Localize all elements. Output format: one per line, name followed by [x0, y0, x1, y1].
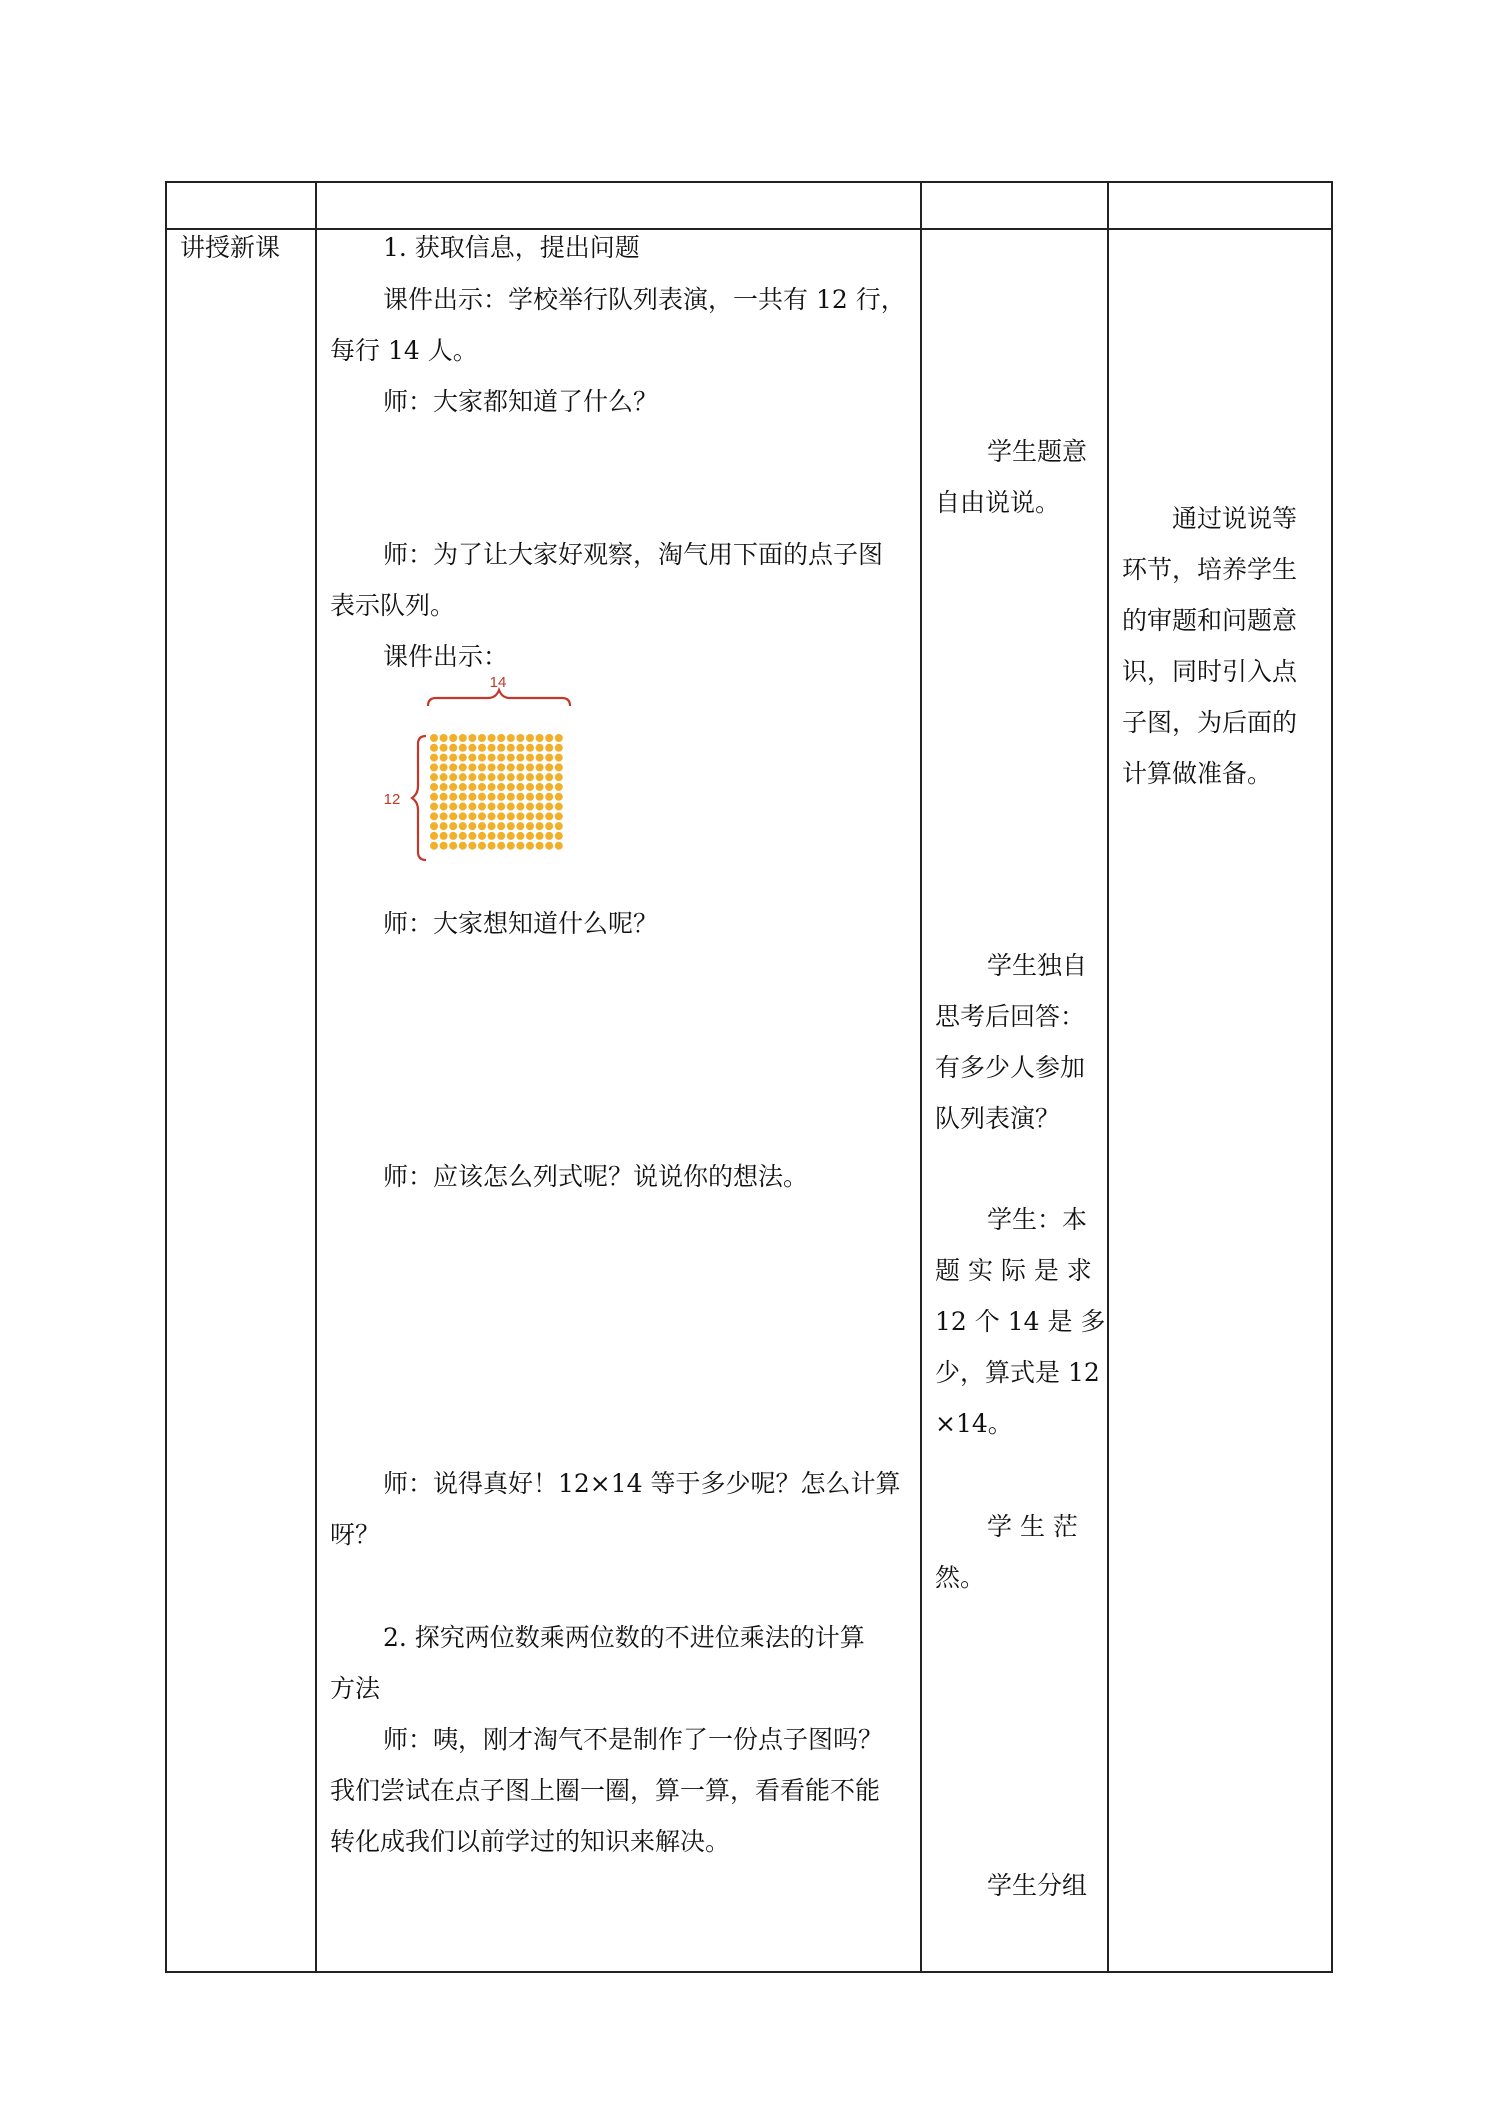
- dot: [555, 812, 563, 820]
- dot: [478, 754, 486, 762]
- dot-grid: [430, 734, 563, 850]
- dot: [526, 754, 534, 762]
- dot: [430, 763, 438, 771]
- dot: [449, 832, 457, 840]
- teacher-remark-2-line-3: 转化成我们以前学过的知识来解决。: [330, 1827, 731, 1856]
- dot: [478, 832, 486, 840]
- dot: [507, 754, 515, 762]
- design-intent-line-2: 环节，培养学生: [1122, 555, 1298, 584]
- dot: [440, 793, 448, 801]
- dot: [507, 812, 515, 820]
- dot: [555, 793, 563, 801]
- dot: [526, 773, 534, 781]
- dot: [545, 832, 553, 840]
- dot: [526, 812, 534, 820]
- dot: [497, 803, 505, 811]
- courseware-text-line-2: 每行 14 人。: [330, 336, 478, 365]
- dot: [488, 803, 496, 811]
- dot: [497, 763, 505, 771]
- columns-label: 14: [489, 674, 507, 691]
- dot: [449, 783, 457, 791]
- dot: [555, 754, 563, 762]
- dot: [478, 842, 486, 850]
- dot: [526, 783, 534, 791]
- teacher-question-4-line-2: 呀？: [330, 1520, 381, 1549]
- dot: [478, 783, 486, 791]
- courseware-text-line-1: 课件出示：学校举行队列表演，一共有 12 行，: [383, 285, 906, 314]
- dot: [430, 822, 438, 830]
- dot: [468, 822, 476, 830]
- dot: [459, 793, 467, 801]
- dot: [459, 773, 467, 781]
- student-activity-2-line-4: 队列表演？: [935, 1104, 1061, 1133]
- design-intent-line-5: 子图，为后面的: [1122, 708, 1298, 737]
- table-border-left: [165, 181, 167, 1973]
- dot: [468, 783, 476, 791]
- dot: [449, 773, 457, 781]
- dot: [545, 822, 553, 830]
- student-activity-3-line-5: ×14。: [935, 1409, 1013, 1438]
- student-activity-5: 学生分组: [987, 1871, 1088, 1900]
- top-brace: [428, 690, 570, 706]
- table-column-divider-3: [1107, 181, 1109, 1973]
- dot: [497, 842, 505, 850]
- dot: [497, 773, 505, 781]
- dot: [545, 754, 553, 762]
- dot: [449, 734, 457, 742]
- dot: [545, 783, 553, 791]
- dot: [545, 744, 553, 752]
- dot: [468, 734, 476, 742]
- dot: [468, 763, 476, 771]
- dot: [516, 803, 524, 811]
- section-heading-2-line-1: 2. 探究两位数乘两位数的不进位乘法的计算: [383, 1623, 865, 1652]
- dot: [536, 783, 544, 791]
- dot: [459, 832, 467, 840]
- dot: [478, 822, 486, 830]
- dot: [430, 773, 438, 781]
- left-brace: [412, 736, 426, 860]
- dot: [516, 754, 524, 762]
- teacher-question-1: 师：大家都知道了什么？: [383, 387, 659, 416]
- dot: [507, 842, 515, 850]
- dot: [497, 832, 505, 840]
- teacher-remark-line-1: 师：为了让大家好观察，淘气用下面的点子图: [383, 540, 884, 569]
- dot: [478, 763, 486, 771]
- student-activity-4-line-2: 然。: [935, 1563, 986, 1592]
- dot: [478, 773, 486, 781]
- table-border-bottom: [165, 1971, 1333, 1973]
- dot: [488, 734, 496, 742]
- dot: [536, 822, 544, 830]
- teacher-question-4-line-1: 师：说得真好！12×14 等于多少呢？怎么计算: [383, 1469, 901, 1498]
- dot: [507, 793, 515, 801]
- dot: [478, 744, 486, 752]
- dot: [536, 793, 544, 801]
- dot: [516, 793, 524, 801]
- dot: [507, 744, 515, 752]
- dot: [555, 734, 563, 742]
- table-border-right: [1331, 181, 1333, 1973]
- dot: [478, 803, 486, 811]
- dot: [430, 754, 438, 762]
- dot: [497, 812, 505, 820]
- dot: [440, 812, 448, 820]
- dot: [459, 812, 467, 820]
- dot: [545, 734, 553, 742]
- dot: [440, 773, 448, 781]
- dot: [516, 783, 524, 791]
- dot: [555, 822, 563, 830]
- dot: [536, 754, 544, 762]
- dot: [497, 783, 505, 791]
- dot: [507, 832, 515, 840]
- dot: [430, 783, 438, 791]
- dot: [440, 783, 448, 791]
- teacher-remark-2-line-2: 我们尝试在点子图上圈一圈，算一算，看看能不能: [330, 1776, 881, 1805]
- dot-array-figure: [370, 674, 620, 888]
- dot: [526, 832, 534, 840]
- dot: [430, 793, 438, 801]
- dot: [449, 842, 457, 850]
- dot: [459, 734, 467, 742]
- dot: [497, 734, 505, 742]
- dot: [545, 773, 553, 781]
- dot: [459, 763, 467, 771]
- dot: [468, 773, 476, 781]
- dot: [488, 744, 496, 752]
- dot: [516, 812, 524, 820]
- design-intent-line-1: 通过说说等: [1172, 504, 1298, 533]
- dot: [526, 803, 534, 811]
- dot: [468, 842, 476, 850]
- dot: [516, 822, 524, 830]
- dot: [536, 744, 544, 752]
- dot: [536, 773, 544, 781]
- dot: [497, 793, 505, 801]
- design-intent-line-3: 的审题和问题意: [1122, 606, 1298, 635]
- dot: [555, 783, 563, 791]
- design-intent-line-4: 识，同时引入点: [1122, 657, 1298, 686]
- dot: [488, 812, 496, 820]
- dot: [468, 803, 476, 811]
- dot: [516, 832, 524, 840]
- dot: [536, 763, 544, 771]
- dot: [468, 793, 476, 801]
- dot: [478, 734, 486, 742]
- dot: [536, 734, 544, 742]
- dot: [468, 754, 476, 762]
- dot: [430, 803, 438, 811]
- teacher-remark-2-line-1: 师：咦，刚才淘气不是制作了一份点子图吗？: [383, 1725, 884, 1754]
- student-activity-4-line-1: 学 生 茫: [987, 1512, 1078, 1541]
- dot: [488, 793, 496, 801]
- dot: [555, 832, 563, 840]
- dot: [536, 832, 544, 840]
- dot: [488, 763, 496, 771]
- dot: [459, 754, 467, 762]
- courseware-label: 课件出示：: [383, 642, 509, 671]
- dot: [440, 842, 448, 850]
- dot: [536, 812, 544, 820]
- dot: [430, 812, 438, 820]
- dot: [507, 734, 515, 742]
- dot: [555, 803, 563, 811]
- rows-label: 12: [383, 791, 401, 808]
- dot: [468, 832, 476, 840]
- dot: [545, 842, 553, 850]
- dot: [536, 803, 544, 811]
- student-activity-3-line-3: 12 个 14 是 多: [935, 1307, 1106, 1336]
- student-activity-3-line-2: 题 实 际 是 求: [935, 1256, 1092, 1285]
- dot: [526, 734, 534, 742]
- dot: [488, 822, 496, 830]
- dot: [440, 822, 448, 830]
- dot: [488, 783, 496, 791]
- dot: [488, 842, 496, 850]
- student-activity-2-line-2: 思考后回答：: [935, 1002, 1086, 1031]
- dot: [430, 744, 438, 752]
- dot: [449, 754, 457, 762]
- dot: [526, 763, 534, 771]
- dot: [449, 793, 457, 801]
- dot: [555, 842, 563, 850]
- dot: [440, 754, 448, 762]
- dot: [526, 842, 534, 850]
- student-activity-1-line-2: 自由说说。: [935, 488, 1061, 517]
- dot: [507, 822, 515, 830]
- dot: [430, 842, 438, 850]
- student-activity-2-line-3: 有多少人参加: [935, 1053, 1086, 1082]
- dot: [555, 773, 563, 781]
- dot: [440, 832, 448, 840]
- student-activity-2-line-1: 学生独自: [987, 951, 1088, 980]
- teacher-remark-line-2: 表示队列。: [330, 591, 456, 620]
- dot: [507, 763, 515, 771]
- table-column-divider-1: [315, 181, 317, 1973]
- dot: [516, 734, 524, 742]
- design-intent-line-6: 计算做准备。: [1122, 759, 1273, 788]
- section-heading-2-line-2: 方法: [330, 1674, 381, 1703]
- dot: [516, 773, 524, 781]
- table-column-divider-2: [920, 181, 922, 1973]
- dot: [459, 803, 467, 811]
- dot: [430, 832, 438, 840]
- dot: [536, 842, 544, 850]
- dot: [449, 763, 457, 771]
- dot: [440, 744, 448, 752]
- dot: [488, 773, 496, 781]
- dot: [459, 783, 467, 791]
- dot: [459, 822, 467, 830]
- dot: [507, 773, 515, 781]
- dot: [449, 812, 457, 820]
- dot: [555, 744, 563, 752]
- dot: [449, 744, 457, 752]
- category-label: 讲授新课: [180, 233, 281, 262]
- table-header-divider: [165, 228, 1333, 230]
- section-heading-1: 1. 获取信息，提出问题: [383, 233, 640, 262]
- student-activity-1-line-1: 学生题意: [987, 437, 1088, 466]
- dot: [545, 803, 553, 811]
- dot: [478, 812, 486, 820]
- dot: [545, 793, 553, 801]
- dot: [449, 803, 457, 811]
- dot: [497, 822, 505, 830]
- teacher-question-3: 师：应该怎么列式呢？说说你的想法。: [383, 1162, 809, 1191]
- table-border-top: [165, 181, 1333, 183]
- dot: [526, 793, 534, 801]
- student-activity-3-line-1: 学生：本: [987, 1205, 1088, 1234]
- dot: [526, 744, 534, 752]
- dot: [468, 744, 476, 752]
- dot: [497, 754, 505, 762]
- teacher-question-2: 师：大家想知道什么呢？: [383, 909, 659, 938]
- dot: [516, 842, 524, 850]
- dot: [526, 822, 534, 830]
- dot: [459, 842, 467, 850]
- dot: [430, 734, 438, 742]
- dot: [459, 744, 467, 752]
- dot: [555, 763, 563, 771]
- dot: [478, 793, 486, 801]
- dot: [545, 812, 553, 820]
- dot: [440, 763, 448, 771]
- dot: [468, 812, 476, 820]
- dot: [545, 763, 553, 771]
- dot: [507, 803, 515, 811]
- dot: [440, 734, 448, 742]
- dot: [516, 744, 524, 752]
- dot: [449, 822, 457, 830]
- student-activity-3-line-4: 少，算式是 12: [935, 1358, 1100, 1387]
- dot: [507, 783, 515, 791]
- dot: [497, 744, 505, 752]
- dot: [440, 803, 448, 811]
- dot: [488, 832, 496, 840]
- dot: [488, 754, 496, 762]
- dot: [516, 763, 524, 771]
